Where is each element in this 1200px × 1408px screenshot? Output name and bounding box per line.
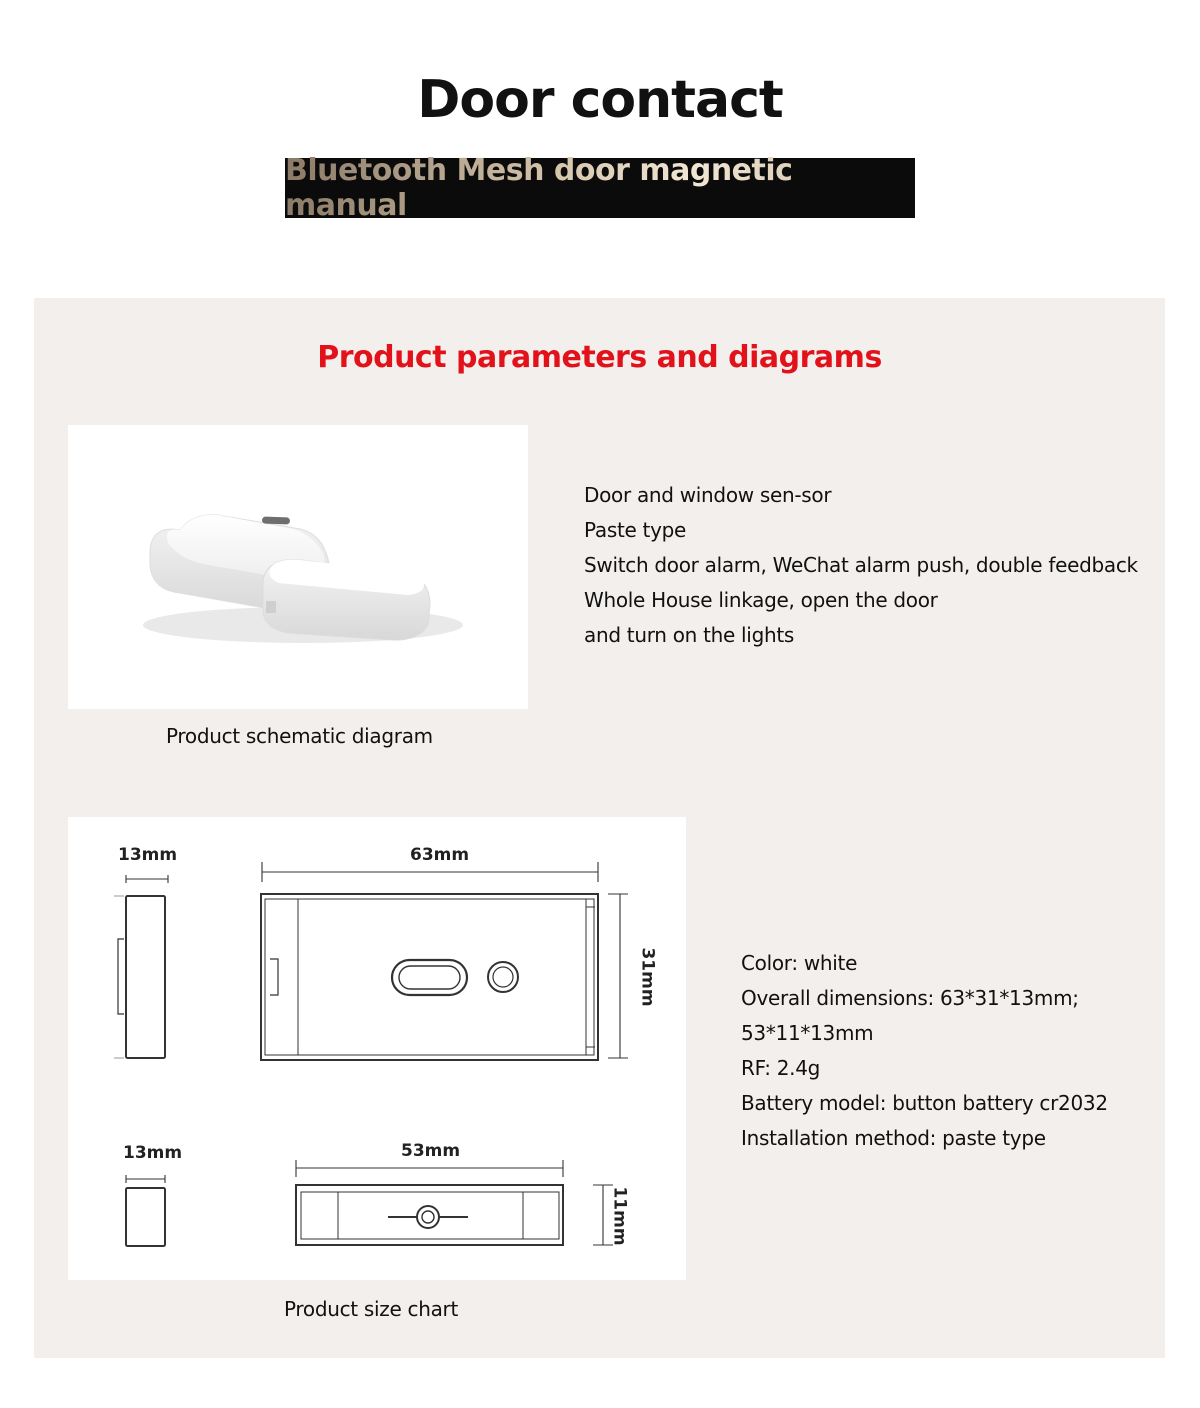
dim-main-height: 31mm xyxy=(637,947,658,1007)
subtitle-text: Bluetooth Mesh door magnetic manual xyxy=(285,153,915,223)
page-title: Door contact xyxy=(417,70,783,130)
size-chart xyxy=(68,817,686,1280)
spec-item: Installation method: paste type xyxy=(741,1126,1046,1150)
door-sensor-illustration xyxy=(68,425,528,709)
schematic-caption: Product schematic diagram xyxy=(166,724,433,748)
feature-item: Door and window sen-sor xyxy=(584,483,832,507)
spec-item: Overall dimensions: 63*31*13mm; xyxy=(741,986,1079,1010)
spec-item: 53*11*13mm xyxy=(741,1021,874,1045)
feature-list xyxy=(584,482,1138,657)
spec-item: Battery model: button battery cr2032 xyxy=(741,1091,1108,1115)
parameters-panel xyxy=(34,298,1165,1358)
subtitle-banner xyxy=(285,153,915,223)
dimension-drawing xyxy=(68,817,686,1280)
dim-magnet-height: 11mm xyxy=(609,1186,630,1246)
dim-main-length: 63mm xyxy=(410,845,470,865)
dim-magnet-length: 53mm xyxy=(401,1141,461,1161)
dim-magnet-depth: 13mm xyxy=(123,1143,183,1163)
section-heading: Product parameters and diagrams xyxy=(317,340,882,375)
dim-main-depth: 13mm xyxy=(118,845,178,865)
feature-item: Switch door alarm, WeChat alarm push, double feedback xyxy=(584,553,1138,577)
product-photo xyxy=(68,425,528,709)
size-chart-caption: Product size chart xyxy=(284,1297,459,1321)
spec-item: Color: white xyxy=(741,951,858,975)
feature-item: Paste type xyxy=(584,518,687,542)
feature-item: and turn on the lights xyxy=(584,623,795,647)
sensor-magnet xyxy=(263,560,430,640)
spec-item: RF: 2.4g xyxy=(741,1056,821,1080)
spec-list xyxy=(741,950,1108,1160)
feature-item: Whole House linkage, open the door xyxy=(584,588,938,612)
